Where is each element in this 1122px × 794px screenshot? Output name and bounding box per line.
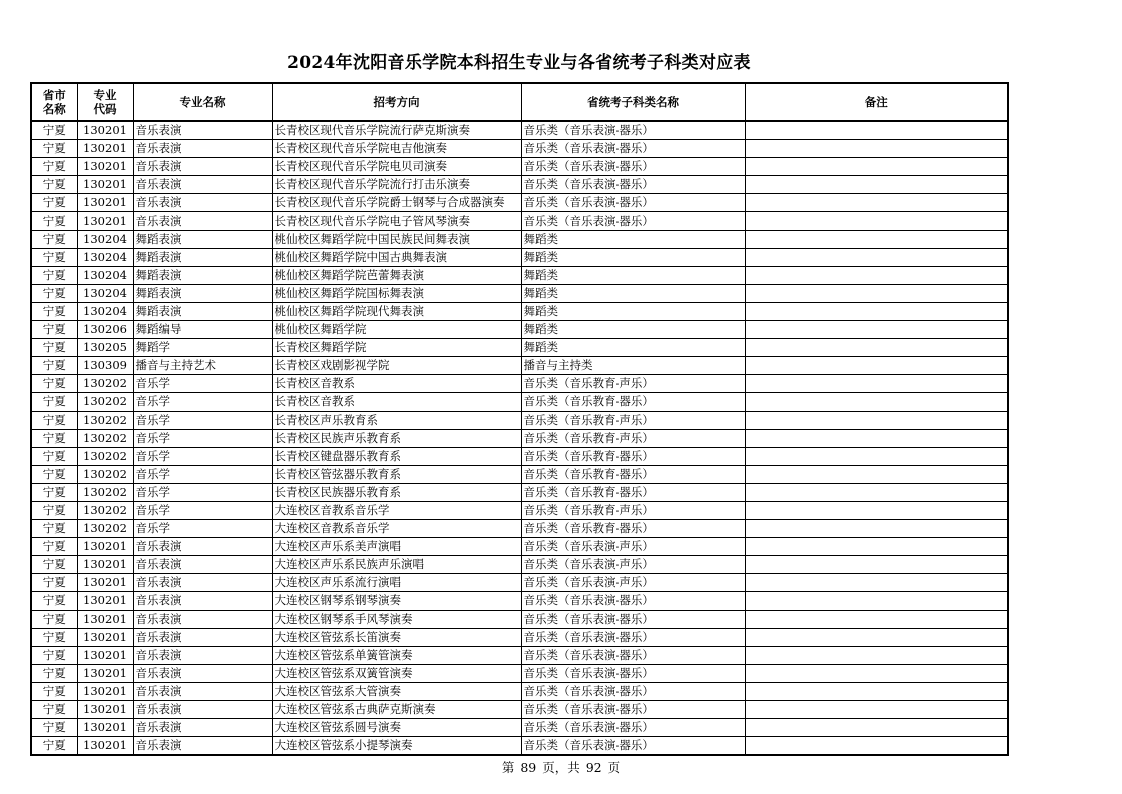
cell-direction: 大连校区钢琴系钢琴演奏 bbox=[272, 592, 521, 610]
table-row bbox=[31, 411, 1008, 429]
cell-category: 播音与主持类 bbox=[521, 357, 745, 375]
cell-province: 宁夏 bbox=[31, 284, 77, 302]
cell-category: 舞蹈类 bbox=[521, 302, 745, 320]
cell-direction: 长青校区现代音乐学院爵士钢琴与合成器演奏 bbox=[272, 194, 521, 212]
cell-province: 宁夏 bbox=[31, 538, 77, 556]
cell-major: 音乐表演 bbox=[133, 538, 272, 556]
cell-category: 音乐类（音乐表演-器乐） bbox=[521, 646, 745, 664]
cell-direction: 大连校区钢琴系手风琴演奏 bbox=[272, 610, 521, 628]
cell-remark bbox=[745, 664, 1008, 682]
cell-direction: 大连校区管弦系长笛演奏 bbox=[272, 628, 521, 646]
table-row bbox=[31, 121, 1008, 140]
table-row bbox=[31, 682, 1008, 700]
cell-code: 130202 bbox=[77, 520, 133, 538]
table-row bbox=[31, 393, 1008, 411]
cell-major: 音乐学 bbox=[133, 375, 272, 393]
cell-category: 舞蹈类 bbox=[521, 266, 745, 284]
cell-major: 音乐学 bbox=[133, 501, 272, 519]
table-row bbox=[31, 520, 1008, 538]
table-row bbox=[31, 664, 1008, 682]
cell-major: 音乐表演 bbox=[133, 682, 272, 700]
cell-category: 音乐类（音乐教育-声乐） bbox=[521, 375, 745, 393]
cell-code: 130201 bbox=[77, 646, 133, 664]
cell-category: 音乐类（音乐表演-器乐） bbox=[521, 628, 745, 646]
cell-remark bbox=[745, 628, 1008, 646]
cell-remark bbox=[745, 357, 1008, 375]
cell-province: 宁夏 bbox=[31, 357, 77, 375]
cell-province: 宁夏 bbox=[31, 230, 77, 248]
cell-category: 舞蹈类 bbox=[521, 321, 745, 339]
cell-direction: 桃仙校区舞蹈学院现代舞表演 bbox=[272, 302, 521, 320]
cell-major: 舞蹈表演 bbox=[133, 284, 272, 302]
cell-direction: 长青校区现代音乐学院电贝司演奏 bbox=[272, 158, 521, 176]
table-row bbox=[31, 194, 1008, 212]
cell-category: 音乐类（音乐表演-器乐） bbox=[521, 212, 745, 230]
cell-code: 130201 bbox=[77, 176, 133, 194]
cell-province: 宁夏 bbox=[31, 465, 77, 483]
cell-direction: 桃仙校区舞蹈学院中国古典舞表演 bbox=[272, 248, 521, 266]
cell-province: 宁夏 bbox=[31, 719, 77, 737]
cell-direction: 大连校区管弦系双簧管演奏 bbox=[272, 664, 521, 682]
cell-code: 130204 bbox=[77, 302, 133, 320]
cell-province: 宁夏 bbox=[31, 212, 77, 230]
cell-direction: 大连校区管弦系大管演奏 bbox=[272, 682, 521, 700]
cell-code: 130202 bbox=[77, 447, 133, 465]
footer-total-pages: 92 bbox=[585, 760, 602, 775]
cell-remark bbox=[745, 556, 1008, 574]
cell-remark bbox=[745, 266, 1008, 284]
table-row bbox=[31, 266, 1008, 284]
cell-remark bbox=[745, 646, 1008, 664]
table-row bbox=[31, 176, 1008, 194]
table-row bbox=[31, 158, 1008, 176]
cell-direction: 长青校区现代音乐学院流行萨克斯演奏 bbox=[272, 121, 521, 140]
table-row bbox=[31, 501, 1008, 519]
cell-direction: 长青校区管弦器乐教育系 bbox=[272, 465, 521, 483]
cell-major: 音乐表演 bbox=[133, 592, 272, 610]
cell-category: 音乐类（音乐表演-器乐） bbox=[521, 737, 745, 756]
cell-category: 音乐类（音乐教育-器乐） bbox=[521, 465, 745, 483]
cell-province: 宁夏 bbox=[31, 194, 77, 212]
header-province bbox=[31, 83, 77, 121]
cell-major: 音乐表演 bbox=[133, 610, 272, 628]
header-major: 专业名称 bbox=[133, 83, 272, 121]
cell-code: 130201 bbox=[77, 610, 133, 628]
cell-category: 音乐类（音乐表演-器乐） bbox=[521, 682, 745, 700]
cell-code: 130202 bbox=[77, 429, 133, 447]
cell-remark bbox=[745, 321, 1008, 339]
cell-province: 宁夏 bbox=[31, 321, 77, 339]
cell-remark bbox=[745, 230, 1008, 248]
cell-province: 宁夏 bbox=[31, 176, 77, 194]
cell-code: 130206 bbox=[77, 321, 133, 339]
header-remark: 备注 bbox=[745, 83, 1008, 121]
cell-remark bbox=[745, 339, 1008, 357]
cell-remark bbox=[745, 501, 1008, 519]
cell-category: 音乐类（音乐表演-器乐） bbox=[521, 176, 745, 194]
cell-direction: 大连校区管弦系古典萨克斯演奏 bbox=[272, 701, 521, 719]
cell-code: 130201 bbox=[77, 556, 133, 574]
cell-province: 宁夏 bbox=[31, 574, 77, 592]
table-row bbox=[31, 719, 1008, 737]
cell-province: 宁夏 bbox=[31, 701, 77, 719]
cell-province: 宁夏 bbox=[31, 158, 77, 176]
cell-code: 130201 bbox=[77, 592, 133, 610]
cell-major: 音乐表演 bbox=[133, 556, 272, 574]
cell-direction: 长青校区声乐教育系 bbox=[272, 411, 521, 429]
cell-direction: 长青校区现代音乐学院流行打击乐演奏 bbox=[272, 176, 521, 194]
cell-direction: 长青校区音教系 bbox=[272, 393, 521, 411]
cell-category: 音乐类（音乐教育-声乐） bbox=[521, 411, 745, 429]
cell-code: 130202 bbox=[77, 375, 133, 393]
cell-major: 舞蹈表演 bbox=[133, 230, 272, 248]
cell-category: 音乐类（音乐教育-声乐） bbox=[521, 429, 745, 447]
cell-province: 宁夏 bbox=[31, 302, 77, 320]
table-body bbox=[31, 121, 1008, 755]
cell-direction: 长青校区音教系 bbox=[272, 375, 521, 393]
cell-remark bbox=[745, 194, 1008, 212]
cell-category: 音乐类（音乐表演-声乐） bbox=[521, 538, 745, 556]
table-row bbox=[31, 339, 1008, 357]
cell-major: 音乐表演 bbox=[133, 737, 272, 756]
cell-remark bbox=[745, 737, 1008, 756]
cell-code: 130201 bbox=[77, 212, 133, 230]
cell-major: 音乐表演 bbox=[133, 628, 272, 646]
cell-major: 音乐学 bbox=[133, 483, 272, 501]
cell-code: 130201 bbox=[77, 682, 133, 700]
cell-remark bbox=[745, 447, 1008, 465]
cell-remark bbox=[745, 393, 1008, 411]
cell-direction: 长青校区键盘器乐教育系 bbox=[272, 447, 521, 465]
cell-major: 舞蹈表演 bbox=[133, 302, 272, 320]
table-row bbox=[31, 212, 1008, 230]
cell-direction: 长青校区现代音乐学院电子管风琴演奏 bbox=[272, 212, 521, 230]
cell-code: 130202 bbox=[77, 411, 133, 429]
cell-remark bbox=[745, 719, 1008, 737]
cell-major: 音乐表演 bbox=[133, 140, 272, 158]
cell-remark bbox=[745, 483, 1008, 501]
header-code bbox=[77, 83, 133, 121]
cell-remark bbox=[745, 682, 1008, 700]
cell-category: 音乐类（音乐教育-器乐） bbox=[521, 520, 745, 538]
cell-direction: 大连校区管弦系小提琴演奏 bbox=[272, 737, 521, 756]
cell-province: 宁夏 bbox=[31, 339, 77, 357]
cell-remark bbox=[745, 158, 1008, 176]
cell-category: 音乐类（音乐表演-器乐） bbox=[521, 194, 745, 212]
cell-remark bbox=[745, 538, 1008, 556]
cell-code: 130201 bbox=[77, 538, 133, 556]
cell-direction: 大连校区管弦系单簧管演奏 bbox=[272, 646, 521, 664]
cell-category: 音乐类（音乐表演-器乐） bbox=[521, 158, 745, 176]
table-header bbox=[31, 83, 1008, 121]
cell-remark bbox=[745, 592, 1008, 610]
cell-category: 舞蹈类 bbox=[521, 284, 745, 302]
cell-code: 130201 bbox=[77, 158, 133, 176]
cell-code: 130204 bbox=[77, 248, 133, 266]
cell-province: 宁夏 bbox=[31, 411, 77, 429]
table-row bbox=[31, 230, 1008, 248]
cell-category: 舞蹈类 bbox=[521, 248, 745, 266]
cell-category: 音乐类（音乐表演-器乐） bbox=[521, 701, 745, 719]
cell-province: 宁夏 bbox=[31, 682, 77, 700]
cell-major: 音乐表演 bbox=[133, 664, 272, 682]
cell-remark bbox=[745, 610, 1008, 628]
cell-direction: 大连校区声乐系民族声乐演唱 bbox=[272, 556, 521, 574]
cell-major: 音乐表演 bbox=[133, 158, 272, 176]
header-province-line2: 名称 bbox=[42, 102, 66, 116]
cell-code: 130201 bbox=[77, 628, 133, 646]
table-row bbox=[31, 592, 1008, 610]
cell-category: 舞蹈类 bbox=[521, 339, 745, 357]
cell-code: 130201 bbox=[77, 664, 133, 682]
table-row bbox=[31, 357, 1008, 375]
cell-remark bbox=[745, 121, 1008, 140]
cell-remark bbox=[745, 212, 1008, 230]
table-row bbox=[31, 538, 1008, 556]
cell-category: 舞蹈类 bbox=[521, 230, 745, 248]
admission-table bbox=[30, 82, 1009, 756]
table-row bbox=[31, 284, 1008, 302]
footer-page-number: 89 bbox=[520, 760, 537, 775]
cell-category: 音乐类（音乐表演-器乐） bbox=[521, 664, 745, 682]
cell-remark bbox=[745, 284, 1008, 302]
table-row bbox=[31, 429, 1008, 447]
cell-major: 音乐表演 bbox=[133, 574, 272, 592]
cell-direction: 长青校区民族器乐教育系 bbox=[272, 483, 521, 501]
cell-province: 宁夏 bbox=[31, 664, 77, 682]
cell-province: 宁夏 bbox=[31, 266, 77, 284]
footer-prefix: 第 bbox=[501, 760, 515, 775]
cell-major: 音乐学 bbox=[133, 429, 272, 447]
cell-direction: 大连校区声乐系美声演唱 bbox=[272, 538, 521, 556]
cell-remark bbox=[745, 429, 1008, 447]
table-row bbox=[31, 483, 1008, 501]
table-row bbox=[31, 375, 1008, 393]
table-row bbox=[31, 737, 1008, 756]
cell-direction: 长青校区现代音乐学院电吉他演奏 bbox=[272, 140, 521, 158]
cell-direction: 桃仙校区舞蹈学院芭蕾舞表演 bbox=[272, 266, 521, 284]
page-footer bbox=[0, 758, 1122, 776]
cell-category: 音乐类（音乐表演-器乐） bbox=[521, 140, 745, 158]
cell-province: 宁夏 bbox=[31, 628, 77, 646]
cell-direction: 长青校区戏剧影视学院 bbox=[272, 357, 521, 375]
cell-major: 音乐表演 bbox=[133, 719, 272, 737]
cell-province: 宁夏 bbox=[31, 520, 77, 538]
table-row bbox=[31, 248, 1008, 266]
header-province-line1: 省市 bbox=[42, 88, 66, 102]
cell-province: 宁夏 bbox=[31, 140, 77, 158]
cell-province: 宁夏 bbox=[31, 646, 77, 664]
cell-province: 宁夏 bbox=[31, 393, 77, 411]
page-title: 2024年沈阳音乐学院本科招生专业与各省统考子科类对应表 bbox=[287, 53, 751, 73]
cell-major: 音乐表演 bbox=[133, 212, 272, 230]
cell-code: 130204 bbox=[77, 284, 133, 302]
cell-code: 130201 bbox=[77, 574, 133, 592]
cell-code: 130201 bbox=[77, 737, 133, 756]
cell-remark bbox=[745, 520, 1008, 538]
table-row bbox=[31, 302, 1008, 320]
table-row bbox=[31, 465, 1008, 483]
cell-code: 130202 bbox=[77, 501, 133, 519]
cell-code: 130202 bbox=[77, 483, 133, 501]
cell-remark bbox=[745, 140, 1008, 158]
cell-province: 宁夏 bbox=[31, 121, 77, 140]
cell-major: 音乐表演 bbox=[133, 701, 272, 719]
header-code-line1: 专业 bbox=[93, 88, 117, 102]
table-row bbox=[31, 628, 1008, 646]
table-row bbox=[31, 321, 1008, 339]
cell-major: 音乐表演 bbox=[133, 194, 272, 212]
cell-province: 宁夏 bbox=[31, 483, 77, 501]
cell-direction: 大连校区音教系音乐学 bbox=[272, 501, 521, 519]
table-row bbox=[31, 701, 1008, 719]
cell-direction: 桃仙校区舞蹈学院 bbox=[272, 321, 521, 339]
cell-category: 音乐类（音乐表演-器乐） bbox=[521, 610, 745, 628]
cell-remark bbox=[745, 411, 1008, 429]
cell-category: 音乐类（音乐表演-器乐） bbox=[521, 121, 745, 140]
cell-code: 130202 bbox=[77, 393, 133, 411]
cell-major: 音乐表演 bbox=[133, 646, 272, 664]
cell-major: 音乐学 bbox=[133, 393, 272, 411]
cell-category: 音乐类（音乐教育-器乐） bbox=[521, 393, 745, 411]
cell-province: 宁夏 bbox=[31, 447, 77, 465]
cell-category: 音乐类（音乐教育-器乐） bbox=[521, 447, 745, 465]
cell-code: 130201 bbox=[77, 719, 133, 737]
cell-code: 130202 bbox=[77, 465, 133, 483]
cell-province: 宁夏 bbox=[31, 737, 77, 756]
table-row bbox=[31, 610, 1008, 628]
cell-code: 130201 bbox=[77, 140, 133, 158]
cell-direction: 长青校区民族声乐教育系 bbox=[272, 429, 521, 447]
table-row bbox=[31, 574, 1008, 592]
cell-major: 舞蹈表演 bbox=[133, 266, 272, 284]
cell-remark bbox=[745, 248, 1008, 266]
header-code-line2: 代码 bbox=[93, 102, 117, 116]
cell-major: 舞蹈表演 bbox=[133, 248, 272, 266]
cell-direction: 大连校区管弦系圆号演奏 bbox=[272, 719, 521, 737]
cell-remark bbox=[745, 701, 1008, 719]
cell-code: 130309 bbox=[77, 357, 133, 375]
cell-remark bbox=[745, 176, 1008, 194]
cell-code: 130201 bbox=[77, 121, 133, 140]
cell-category: 音乐类（音乐表演-声乐） bbox=[521, 556, 745, 574]
footer-suffix: 页 bbox=[607, 760, 621, 775]
cell-category: 音乐类（音乐表演-声乐） bbox=[521, 574, 745, 592]
table-row bbox=[31, 556, 1008, 574]
cell-province: 宁夏 bbox=[31, 248, 77, 266]
cell-major: 音乐学 bbox=[133, 447, 272, 465]
table-row bbox=[31, 140, 1008, 158]
cell-major: 音乐表演 bbox=[133, 121, 272, 140]
cell-code: 130205 bbox=[77, 339, 133, 357]
cell-code: 130201 bbox=[77, 194, 133, 212]
cell-category: 音乐类（音乐表演-器乐） bbox=[521, 592, 745, 610]
cell-direction: 大连校区音教系音乐学 bbox=[272, 520, 521, 538]
cell-major: 音乐学 bbox=[133, 465, 272, 483]
cell-direction: 长青校区舞蹈学院 bbox=[272, 339, 521, 357]
cell-province: 宁夏 bbox=[31, 556, 77, 574]
cell-remark bbox=[745, 574, 1008, 592]
cell-province: 宁夏 bbox=[31, 592, 77, 610]
cell-province: 宁夏 bbox=[31, 429, 77, 447]
cell-category: 音乐类（音乐教育-器乐） bbox=[521, 483, 745, 501]
cell-direction: 桃仙校区舞蹈学院中国民族民间舞表演 bbox=[272, 230, 521, 248]
header-category: 省统考子科类名称 bbox=[521, 83, 745, 121]
cell-major: 播音与主持艺术 bbox=[133, 357, 272, 375]
cell-remark bbox=[745, 375, 1008, 393]
cell-province: 宁夏 bbox=[31, 501, 77, 519]
cell-remark bbox=[745, 302, 1008, 320]
cell-major: 舞蹈学 bbox=[133, 339, 272, 357]
cell-remark bbox=[745, 465, 1008, 483]
table-row bbox=[31, 447, 1008, 465]
table-row bbox=[31, 646, 1008, 664]
cell-direction: 大连校区声乐系流行演唱 bbox=[272, 574, 521, 592]
cell-province: 宁夏 bbox=[31, 610, 77, 628]
cell-province: 宁夏 bbox=[31, 375, 77, 393]
cell-major: 舞蹈编导 bbox=[133, 321, 272, 339]
cell-category: 音乐类（音乐教育-声乐） bbox=[521, 501, 745, 519]
cell-category: 音乐类（音乐表演-器乐） bbox=[521, 719, 745, 737]
cell-code: 130204 bbox=[77, 230, 133, 248]
cell-direction: 桃仙校区舞蹈学院国标舞表演 bbox=[272, 284, 521, 302]
cell-code: 130204 bbox=[77, 266, 133, 284]
cell-major: 音乐学 bbox=[133, 411, 272, 429]
cell-major: 音乐表演 bbox=[133, 176, 272, 194]
cell-major: 音乐学 bbox=[133, 520, 272, 538]
header-direction: 招考方向 bbox=[272, 83, 521, 121]
cell-code: 130201 bbox=[77, 701, 133, 719]
footer-mid: 页，共 bbox=[542, 760, 580, 775]
